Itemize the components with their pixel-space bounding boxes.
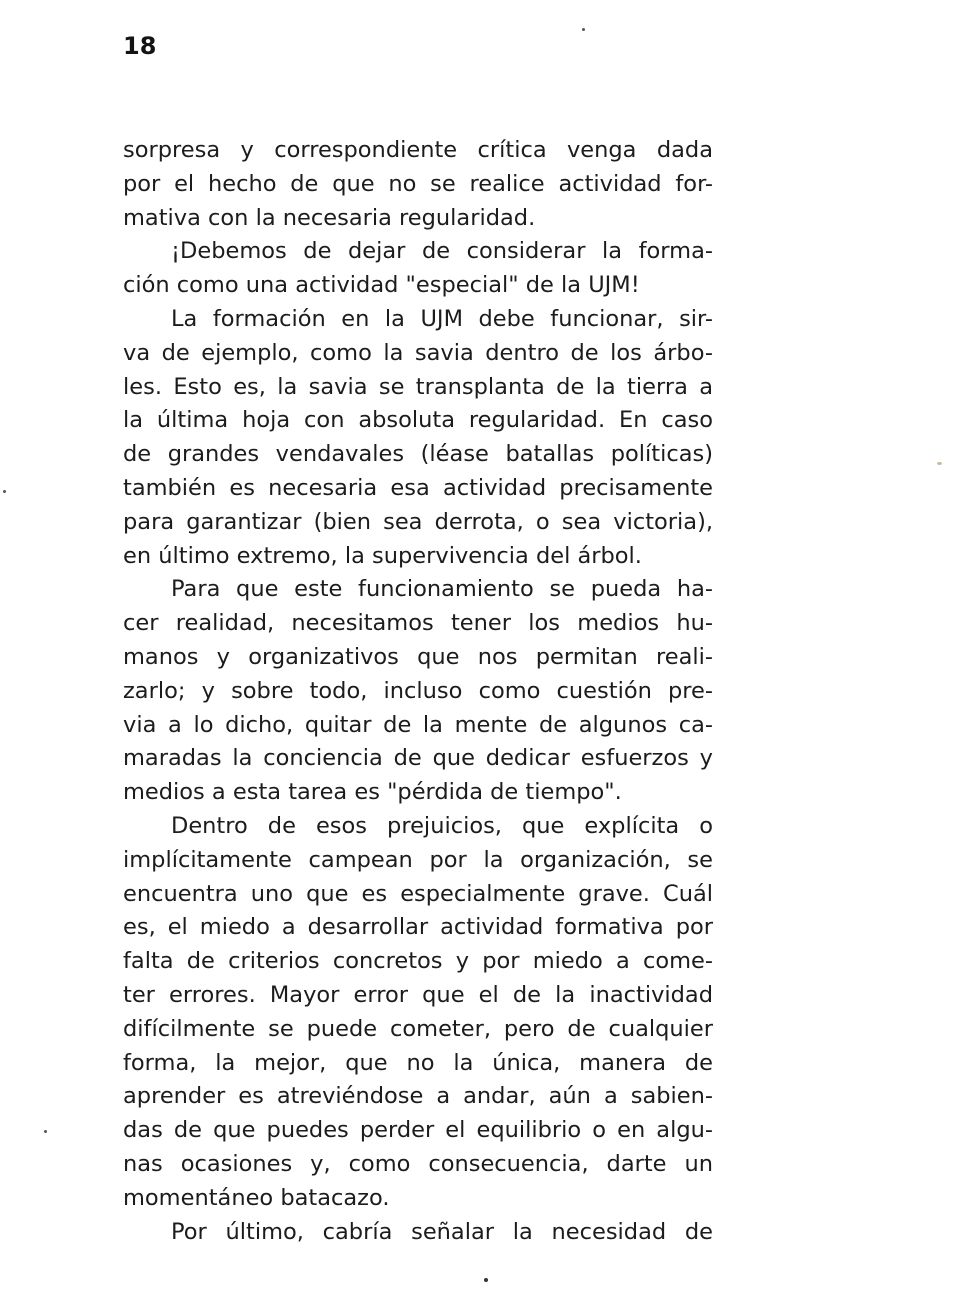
text-line: implícitamente campean por la organización, se [123, 846, 713, 873]
text-line: ¡Debemos de dejar de considerar la forma- [171, 238, 713, 265]
text-line: falta de criterios concretos y por miedo a come- [123, 948, 713, 975]
text-line: de grandes vendavales (léase batallas políticas) [123, 441, 713, 468]
text-line: das de que puedes perder el equilibrio o en algu- [123, 1117, 713, 1144]
text-line: cer realidad, necesitamos tener los medios hu- [123, 610, 713, 637]
text-line: La formación en la UJM debe funcionar, sir- [171, 306, 713, 332]
text-line: les. Esto es, la savia se transplanta de la tierra a [123, 373, 713, 400]
text-line: momentáneo batacazo. [123, 1184, 390, 1211]
text-line: forma, la mejor, que no la única, manera de [123, 1049, 713, 1076]
text-line: maradas la conciencia de que dedicar esfuerzos y [123, 745, 713, 772]
text-line: es, el miedo a desarrollar actividad formativa por [123, 914, 713, 941]
text-line: Dentro de esos prejuicios, que explícita o [171, 813, 713, 839]
scan-speck [484, 1278, 488, 1282]
text-line: también es necesaria esa actividad precisamente [123, 475, 713, 501]
text-line: zarlo; y sobre todo, incluso como cuestión pre- [123, 677, 713, 704]
text-line: ter errores. Mayor error que el de la inactividad [123, 982, 713, 1008]
text-line: ción como una actividad "especial" de la UJM! [123, 272, 640, 299]
scan-speck [3, 490, 6, 493]
page-number: 18 [123, 32, 157, 60]
scan-speck [44, 1130, 47, 1133]
text-line: aprender es atreviéndose a andar, aún a sabien- [123, 1083, 713, 1110]
text-line: Por último, cabría señalar la necesidad de [171, 1218, 713, 1245]
text-line: difícilmente se puede cometer, pero de cualquier [123, 1015, 713, 1042]
text-line: la última hoja con absoluta regularidad. En caso [123, 407, 713, 434]
text-line: Para que este funcionamiento se pueda ha- [171, 576, 713, 603]
text-line: encuentra uno que es especialmente grave. Cuál [123, 880, 713, 907]
text-line: medios a esta tarea es "pérdida de tiempo". [123, 779, 622, 806]
scan-speck [582, 28, 585, 31]
scan-speck [937, 462, 942, 465]
text-line: nas ocasiones y, como consecuencia, darte un [123, 1151, 713, 1177]
text-line: via a lo dicho, quitar de la mente de algunos ca- [123, 711, 713, 738]
text-line: en último extremo, la supervivencia del árbol. [123, 542, 642, 569]
text-line: por el hecho de que no se realice actividad for- [123, 170, 713, 197]
text-line: mativa con la necesaria regularidad. [123, 204, 536, 231]
text-line: sorpresa y correspondiente crítica venga dada [123, 137, 713, 163]
text-line: va de ejemplo, como la savia dentro de los árbo- [123, 339, 713, 366]
text-line: manos y organizativos que nos permitan reali- [123, 644, 713, 670]
text-line: para garantizar (bien sea derrota, o sea victoria), [123, 508, 713, 535]
